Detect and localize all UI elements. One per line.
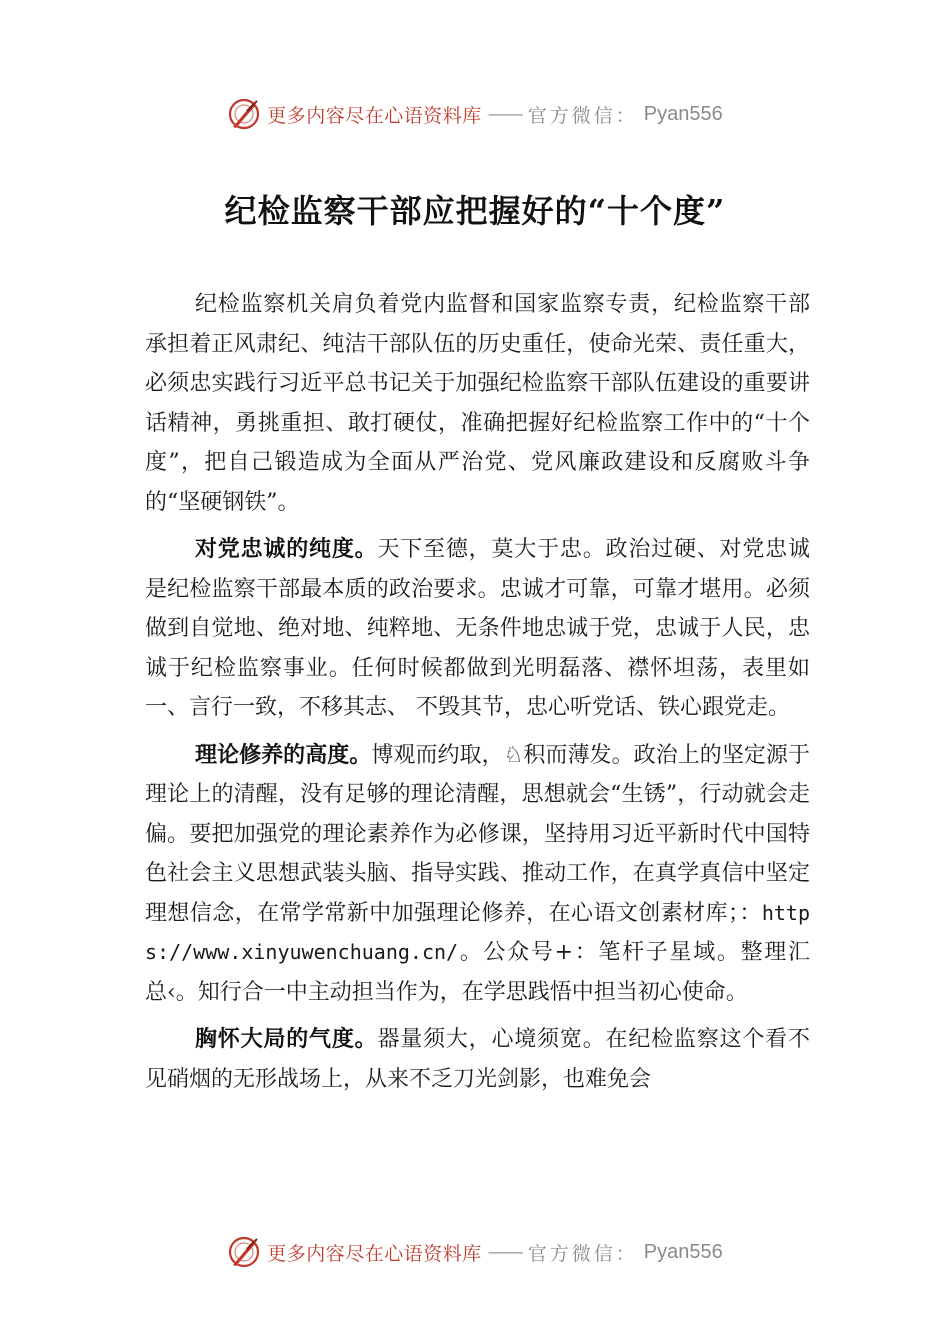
paragraph-heading: 胸怀大局的气度。 bbox=[195, 1027, 378, 1052]
banner-separator: —— bbox=[487, 1241, 522, 1263]
source-url: https://www.xinyuwenchuang.cn/ bbox=[145, 900, 810, 964]
bottom-banner bbox=[0, 1232, 950, 1272]
paragraph-text: 天下至德，莫大于忠。政治过硬、对党忠诚是纪检监察干部最本质的政治要求。忠诚才可靠，可靠才堪用。必须做到自觉地、绝对地、纯粹地、无条件地忠诚于党，忠诚于人民，忠诚于纪检监察事业。任何时候都做到光明磊落、襟怀坦荡，表里如一、言行一致，不移其志、 不毁其节，忠心听党话、铁心跟党走。 bbox=[145, 537, 810, 720]
quill-seal-icon bbox=[227, 97, 261, 131]
paragraph-text: 器量须大，心境须宽。在纪检监察这个看不见硝烟的无形战场上，从来不乏刀光剑影，也难免会 bbox=[145, 1027, 810, 1092]
quill-seal-icon bbox=[227, 1235, 261, 1269]
banner-wechat-label: 官方微信： bbox=[527, 1242, 638, 1265]
paragraph-text-tail: 。公众号+：笔杆子星域。整理汇总‹。知行合一中主动担当作为，在学思践悟中担当初心使命。 bbox=[145, 940, 810, 1005]
paragraph-vision bbox=[145, 1020, 810, 1099]
document-body bbox=[145, 285, 810, 1107]
banner-wechat-id: Pyan556 bbox=[643, 1240, 723, 1263]
banner-separator: —— bbox=[487, 103, 522, 125]
paragraph-text: 博观而约取，♘积而薄发。政治上的坚定源于理论上的清醒，没有足够的理论清醒，思想就会“生锈”，行动就会走偏。要把加强党的理论素养作为必修课，坚持用习近平新时代中国特色社会主义思想武装头脑、指导实践、推动工作，在真学真信中坚定理想信念，在常学常新中加强理论修养，在心语文创素材库；： bbox=[145, 742, 810, 926]
page-title: 纪检监察干部应把握好的“十个度” bbox=[224, 192, 726, 230]
paragraph-loyalty bbox=[145, 530, 810, 728]
banner-wechat-id: Pyan556 bbox=[643, 102, 723, 125]
paragraph-heading: 对党忠诚的纯度。 bbox=[195, 537, 378, 562]
paragraph-intro bbox=[145, 285, 810, 522]
banner-wechat-label: 官方微信： bbox=[527, 104, 638, 127]
top-banner bbox=[0, 94, 950, 134]
paragraph-theory bbox=[145, 736, 810, 1013]
paragraph-heading: 理论修养的高度。 bbox=[195, 742, 372, 768]
paragraph-text: 纪检监察机关肩负着党内监督和国家监察专责，纪检监察干部承担着正风肃纪、纯洁干部队伍的历史重任，使命光荣、责任重大，必须忠实践行习近平总书记关于加强纪检监察干部队伍建设的重要讲话精神，勇挑重担、敢打硬仗，准确把握好纪检监察工作中的“十个度”，把自己锻造成为全面从严治党、党风廉政建设和反腐败斗争的“坚硬钢铁”。 bbox=[145, 292, 810, 515]
banner-slogan: 更多内容尽在心语资料库 bbox=[267, 1242, 482, 1265]
banner-slogan: 更多内容尽在心语资料库 bbox=[267, 104, 482, 127]
